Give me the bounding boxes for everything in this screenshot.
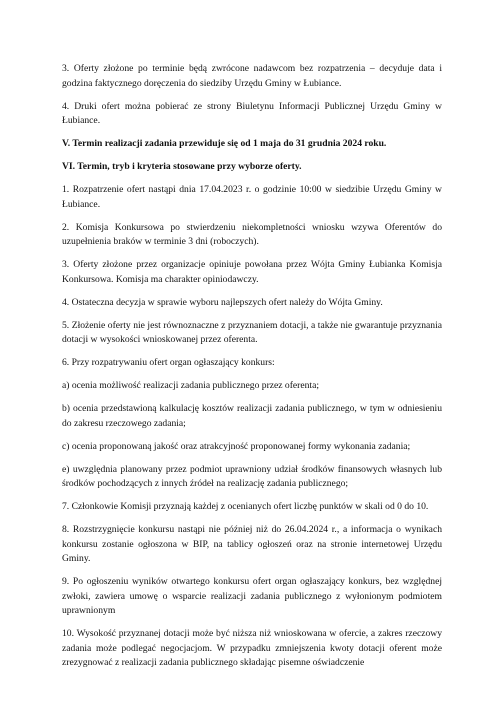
paragraph-vi-6e: e) uwzględnia planowany przez podmiot uprawniony udział środków finansowych własnych lub środków pochodzących z innych źródeł na realizację zadania publicznego; (62, 463, 442, 489)
paragraph-iv-3: 3. Oferty złożone po terminie będą zwrócone nadawcom bez rozpatrzenia – decyduje data i godzina faktycznego doręczenia do siedziby Urzędu Gminy w Łubiance. (62, 63, 442, 89)
paragraph-vi-7: 7. Członkowie Komisji przyznają każdej z ocenianych ofert liczbę punktów w skali od 0 do 10. (62, 501, 429, 512)
paragraph-vi-6a: a) ocenia możliwość realizacji zadania publicznego przez oferenta; (62, 380, 320, 391)
document-page (62, 62, 442, 679)
paragraph-vi-8: 8. Rozstrzygnięcie konkursu nastąpi nie później niż do 26.04.2024 r., a informacja o wynikach konkursu zostanie ogłoszona w BIP, na tablicy ogłoszeń oraz na stronie internetowej Urzędu Gminy. (62, 524, 442, 564)
paragraph-vi-9: 9. Po ogłoszeniu wyników otwartego konkursu ofert organ ogłaszający konkurs, bez względnej zwłoki, zawiera umowę o wsparcie realizacji zadania publicznego z wyłonionym podmiotem uprawnionym (62, 576, 442, 616)
paragraph-vi-3: 3. Oferty złożone przez organizacje opiniuje powołana przez Wójta Gminy Łubianka Komisja Konkursowa. Komisja ma charakter opiniodawczy. (62, 259, 442, 285)
paragraph-iv-4: 4. Druki ofert można pobierać ze strony Biuletynu Informacji Publicznej Urzędu Gminy w Łubiance. (62, 100, 442, 126)
paragraph-vi-10: 10. Wysokość przyznanej dotacji może być niższa niż wnioskowana w ofercie, a zakres rzeczowy zadania może podlegać negocjacjom. W przypadku zmniejszenia kwoty dotacji oferent może zrezygnować z realizacji zadania publicznego składając pisemne oświadczenie (62, 628, 442, 668)
paragraph-vi-1: 1. Rozpatrzenie ofert nastąpi dnia 17.04.2023 r. o godzinie 10:00 w siedzibie Urzędu Gminy w Łubiance. (62, 184, 442, 210)
paragraph-vi-6b: b) ocenia przedstawioną kalkulację kosztów realizacji zadania publicznego, w tym w odniesieniu do zakresu rzeczowego zadania; (62, 403, 442, 429)
paragraph-vi-2: 2. Komisja Konkursowa po stwierdzeniu niekompletności wniosku wzywa Oferentów do uzupełnienia braków w terminie 3 dni (roboczych). (62, 221, 442, 247)
section-v-heading: V. Termin realizacji zadania przewiduje się od 1 maja do 31 grudnia 2024 roku. (62, 138, 387, 149)
paragraph-vi-6: 6. Przy rozpatrywaniu ofert organ ogłaszający konkurs: (62, 357, 275, 368)
paragraph-vi-6c: c) ocenia proponowaną jakość oraz atrakcyjność proponowanej formy wykonania zadania; (62, 440, 411, 452)
paragraph-vi-4: 4. Ostateczna decyzja w sprawie wyboru najlepszych ofert należy do Wójta Gminy. (62, 296, 383, 308)
section-vi-heading: VI. Termin, tryb i kryteria stosowane przy wyborze oferty. (62, 161, 302, 172)
paragraph-vi-5: 5. Złożenie oferty nie jest równoznaczne z przyznaniem dotacji, a także nie gwarantuje przyznania dotacji w wysokości wnioskowanej przez oferenta. (62, 319, 442, 345)
